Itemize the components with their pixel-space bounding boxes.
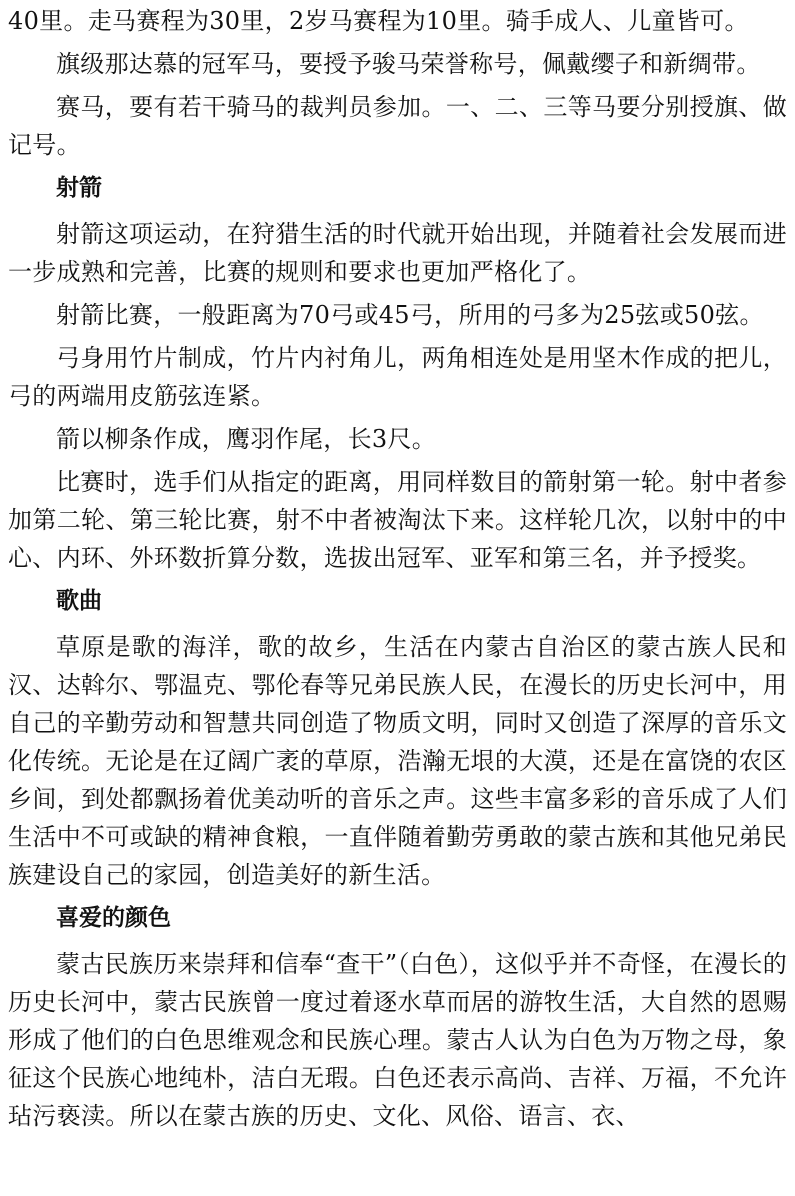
section-heading: 射箭 (56, 175, 102, 201)
section-heading: 喜爱的颜色 (56, 905, 171, 931)
section-heading: 歌曲 (56, 588, 102, 614)
paragraph: 蒙古民族历来崇拜和信奉“查干”（白色），这似乎并不奇怪，在漫长的历史长河中，蒙古民族曾一度过着逐水草而居的游牧生活，大自然的恩赐形成了他们的白色思维观念和民族心理。蒙古人认为白色为万物之母，象征这个民族心地纯朴，洁白无瑕。白色还表示高尚、吉祥、万福，不允许玷污亵渎。所以在蒙古族的历史、文化、风俗、语言、衣、 (8, 950, 787, 1130)
paragraph: 40里。走马赛程为30里，2岁马赛程为10里。骑手成人、儿童皆可。 (8, 7, 749, 35)
paragraph: 射箭比赛，一般距离为70弓或45弓，所用的弓多为25弦或50弦。 (56, 301, 764, 329)
paragraph: 赛马，要有若干骑马的裁判员参加。一、二、三等马要分别授旗、做记号。 (8, 93, 787, 159)
paragraph: 弓身用竹片制成，竹片内衬角儿，两角相连处是用坚木作成的把儿，弓的两端用皮筋弦连紧。 (8, 344, 787, 410)
paragraph: 射箭这项运动，在狩猎生活的时代就开始出现，并随着社会发展而进一步成熟和完善，比赛的规则和要求也更加严格化了。 (8, 220, 787, 286)
paragraph: 比赛时，选手们从指定的距离，用同样数目的箭射第一轮。射中者参加第二轮、第三轮比赛，射不中者被淘汰下来。这样轮几次，以射中的中心、内环、外环数折算分数，选拔出冠军、亚军和第三名，并予授奖。 (8, 468, 787, 572)
paragraph: 箭以柳条作成，鹰羽作尾，长3尺。 (56, 425, 437, 453)
paragraph: 草原是歌的海洋，歌的故乡，生活在内蒙古自治区的蒙古族人民和汉、达斡尔、鄂温克、鄂伦春等兄弟民族人民，在漫长的历史长河中，用自己的辛勤劳动和智慧共同创造了物质文明，同时又创造了深厚的音乐文化传统。无论是在辽阔广袤的草原，浩瀚无垠的大漠，还是在富饶的农区乡间，到处都飘扬着优美动听的音乐之声。这些丰富多彩的音乐成了人们生活中不可或缺的精神食粮，一直伴随着勤劳勇敢的蒙古族和其他兄弟民族建设自己的家园，创造美好的新生活。 (8, 633, 787, 889)
paragraph: 旗级那达慕的冠军马，要授予骏马荣誉称号，佩戴缨子和新绸带。 (56, 50, 761, 78)
